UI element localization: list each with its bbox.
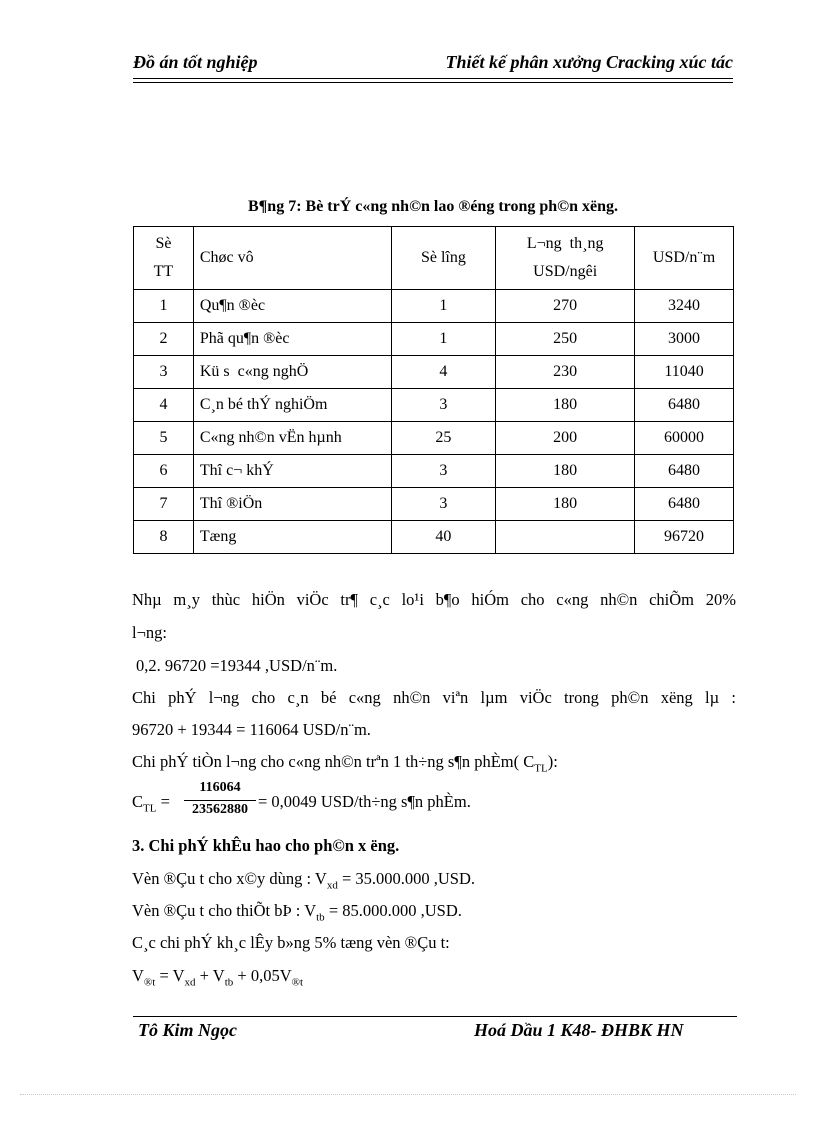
insurance-paragraph-line1: Nhµ m¸y thùc hiÖn viÖc tr¶ c¸c lo¹i b¶o hiÓm cho c«ng nh©n chiÕm 20% <box>132 590 736 609</box>
f-rest: + 0,05V <box>233 966 292 985</box>
table-row <box>134 488 734 521</box>
f-eq: = V <box>155 966 185 985</box>
header-count: Sè lîng <box>391 227 496 290</box>
construction-value: = 35.000.000 ,USD. <box>337 869 476 888</box>
cell-annual: 6480 <box>635 389 734 422</box>
page-footer <box>133 1020 733 1046</box>
f-sub1: ®t <box>143 976 156 989</box>
formula-c-sub: TL <box>143 802 157 815</box>
cell-stt: 5 <box>134 422 194 455</box>
f-sub3: tb <box>224 976 234 989</box>
table-row <box>134 356 734 389</box>
header-wage-line2: USD/ngêi <box>533 263 598 280</box>
table-row <box>134 290 734 323</box>
cell-stt: 3 <box>134 356 194 389</box>
cell-wage: 270 <box>496 290 635 323</box>
cell-role: Qu¶n ®èc <box>193 290 391 323</box>
total-salary-line2: 96720 + 19344 = 116064 USD/n¨m. <box>132 720 371 739</box>
equipment-text: Vèn ®Çu t cho thiÕt bÞ : V <box>132 901 317 920</box>
header-wage-line1: L¬ng th¸ng <box>526 235 604 252</box>
page-header <box>133 52 733 78</box>
header-right-title: Thiết kế phân xưởng Cracking xúc tác <box>445 52 733 72</box>
unit-salary-end: ): <box>547 752 558 771</box>
cell-role: Tæng <box>193 521 391 554</box>
cell-stt: 7 <box>134 488 194 521</box>
cell-count: 25 <box>391 422 496 455</box>
cell-wage: 180 <box>496 488 635 521</box>
table-header-row <box>134 227 734 290</box>
cell-count: 1 <box>391 290 496 323</box>
cell-role: Phã qu¶n ®èc <box>193 323 391 356</box>
cell-role: Thî c¬ khÝ <box>193 455 391 488</box>
table-row <box>134 323 734 356</box>
f-v: V <box>132 966 144 985</box>
cell-role: Kü s c«ng nghÖ <box>193 356 391 389</box>
header-left-title: Đồ án tốt nghiệp <box>133 52 258 72</box>
total-capital-formula <box>132 966 736 988</box>
table-row <box>134 521 734 554</box>
cell-annual: 11040 <box>635 356 734 389</box>
f-sub2: xd <box>184 976 196 989</box>
unit-salary-text: Chi phÝ tiÒn l¬ng cho c«ng nh©n trªn 1 th÷ng s¶n phÈm( C <box>132 752 535 771</box>
header-annual: USD/n¨m <box>635 227 734 290</box>
cell-wage: 180 <box>496 389 635 422</box>
cell-annual: 60000 <box>635 422 734 455</box>
unit-salary-sub: TL <box>534 762 548 775</box>
insurance-calculation: 0,2. 96720 =19344 ,USD/n¨m. <box>136 656 338 675</box>
staff-table <box>133 226 734 554</box>
cell-annual: 3000 <box>635 323 734 356</box>
construction-capital <box>132 869 736 891</box>
cell-count: 3 <box>391 455 496 488</box>
cell-count: 1 <box>391 323 496 356</box>
cell-annual: 6480 <box>635 455 734 488</box>
fraction-bar <box>184 800 256 801</box>
formula-numerator: 116064 <box>199 780 241 795</box>
cell-role: C¸n bé thÝ nghiÖm <box>193 389 391 422</box>
cell-stt: 6 <box>134 455 194 488</box>
header-stt-line2: TT <box>153 263 174 280</box>
cell-wage: 200 <box>496 422 635 455</box>
f-sub4: ®t <box>291 976 304 989</box>
cell-stt: 4 <box>134 389 194 422</box>
cell-annual: 3240 <box>635 290 734 323</box>
equipment-sub: tb <box>316 911 325 924</box>
header-stt <box>134 227 194 290</box>
table-caption: B¶ng 7: Bè trÝ c«ng nh©n lao ®éng trong ph©n xëng. <box>247 198 619 215</box>
cell-wage: 180 <box>496 455 635 488</box>
cell-role: C«ng nh©n vËn hµnh <box>193 422 391 455</box>
cell-role: Thî ®iÖn <box>193 488 391 521</box>
unit-salary-line <box>132 752 736 774</box>
equipment-value: = 85.000.000 ,USD. <box>324 901 462 920</box>
table-row <box>134 422 734 455</box>
cell-count: 40 <box>391 521 496 554</box>
cell-stt: 8 <box>134 521 194 554</box>
cell-annual: 96720 <box>635 521 734 554</box>
header-role: Chøc vô <box>193 227 391 290</box>
header-wage <box>496 227 635 290</box>
header-rule-thick <box>133 78 733 79</box>
table-row <box>134 389 734 422</box>
page-bottom-dotted-line <box>20 1094 796 1095</box>
cell-wage <box>496 521 635 554</box>
header-rule-thin <box>133 82 733 83</box>
section-heading: 3. Chi phÝ khÊu hao cho ph©n x ëng. <box>132 836 400 855</box>
footer-author: Tô Kim Ngọc <box>138 1020 237 1040</box>
footer-rule <box>133 1016 737 1017</box>
cell-wage: 250 <box>496 323 635 356</box>
cell-count: 4 <box>391 356 496 389</box>
formula-denominator: 23562880 <box>192 802 248 817</box>
table-row <box>134 455 734 488</box>
construction-text: Vèn ®Çu t cho x©y dùng : V <box>132 869 327 888</box>
other-costs-line: C¸c chi phÝ kh¸c lÊy b»ng 5% tæng vèn ®Çu t: <box>132 933 450 952</box>
equipment-capital <box>132 901 736 923</box>
cell-annual: 6480 <box>635 488 734 521</box>
formula-eq: = <box>156 792 170 811</box>
cell-stt: 2 <box>134 323 194 356</box>
unit-salary-formula <box>132 780 632 824</box>
header-stt-line1: Sè <box>155 235 172 252</box>
formula-lhs <box>132 792 170 814</box>
cell-stt: 1 <box>134 290 194 323</box>
formula-c: C <box>132 792 144 811</box>
footer-class: Hoá Dầu 1 K48- ĐHBK HN <box>474 1020 684 1040</box>
formula-result: = 0,0049 USD/th÷ng s¶n phÈm. <box>258 792 471 811</box>
cell-count: 3 <box>391 488 496 521</box>
total-salary-line1: Chi phÝ l¬ng cho c¸n bé c«ng nh©n viªn lµm viÖc trong ph©n xëng lµ : <box>132 688 736 707</box>
cell-count: 3 <box>391 389 496 422</box>
construction-sub: xd <box>326 879 338 892</box>
insurance-paragraph-line2: l¬ng: <box>132 623 167 642</box>
cell-wage: 230 <box>496 356 635 389</box>
f-plus: + V <box>195 966 225 985</box>
